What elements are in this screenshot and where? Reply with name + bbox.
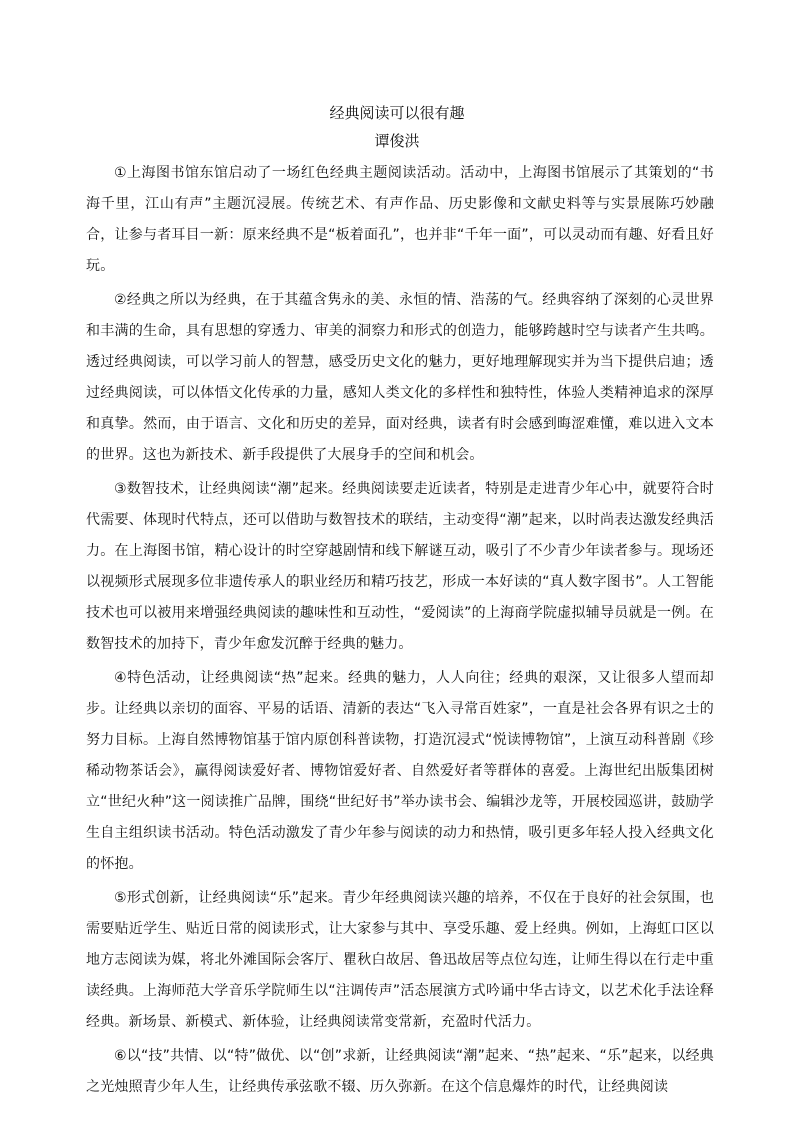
article-author: 谭俊洪 — [374, 132, 420, 150]
paragraph-4: ④特色活动，让经典阅读“热”起来。经典的魅力，人人向往；经典的艰深，又让很多人望而却步。让经典以亲切的面容、平易的话语、清新的表达“飞入寻常百姓家”，一直是社会各界有识之士的努力目标。上海自然博物馆基于馆内原创科普读物，打造沉浸式“悦读博物馆”，上演互动科普剧《珍稀动物茶话会》，赢得阅读爱好者、博物馆爱好者、自然爱好者等群体的喜爱。上海世纪出版集团树立“世纪火种”这一阅读推广品牌，围绕“世纪好书”举办读书会、编辑沙龙等，开展校园巡讲，鼓励学生自主组织读书活动。特色活动激发了青少年参与阅读的动力和热情，吸引更多年轻人投入经典文化的怀抱。 — [86, 670, 714, 872]
paragraph-6: ⑥以“技”共情、以“特”做优、以“创”求新，让经典阅读“潮”起来、“热”起来、“乐”起来，以经典之光烛照青少年人生，让经典传承弦歌不辍、历久弥新。在这个信息爆炸的时代，让经典阅读 — [86, 1048, 714, 1095]
paragraph-2: ②经典之所以为经典，在于其蕴含隽永的美、永恒的情、浩荡的气。经典容纳了深刻的心灵世界和丰满的生命，具有思想的穿透力、审美的洞察力和形式的创造力，能够跨越时空与读者产生共鸣。透过经典阅读，可以学习前人的智慧，感受历史文化的魅力，更好地理解现实并为当下提供启迪；透过经典阅读，可以体悟文化传承的力量，感知人类文化的多样性和独特性，体验人类精神追求的深厚和真挚。然而，由于语言、文化和历史的差异，面对经典，读者有时会感到晦涩难懂，难以进入文本的世界。这也为新技术、新手段提供了大展身手的空间和机会。 — [86, 292, 714, 463]
paragraph-1: ①上海图书馆东馆启动了一场红色经典主题阅读活动。活动中，上海图书馆展示了其策划的“书海千里，江山有声”主题沉浸展。传统艺术、有声作品、历史影像和文献史料等与实景展陈巧妙融合，让参与者耳目一新：原来经典不是“板着面孔”，也并非“千年一面”，可以灵动而有趣、好看且好玩。 — [86, 165, 714, 274]
paragraph-3: ③数智技术，让经典阅读“潮”起来。经典阅读要走近读者，特别是走进青少年心中，就要符合时代需要、体现时代特点，还可以借助与数智技术的联结，主动变得“潮”起来，以时尚表达激发经典活力。在上海图书馆，精心设计的时空穿越剧情和线下解谜互动，吸引了不少青少年读者参与。现场还以视频形式展现多位非遗传承人的职业经历和精巧技艺，形成一本好读的“真人数字图书”。人工智能技术也可以被用来增强经典阅读的趣味性和互动性，“爱阅读”的上海商学院虚拟辅导员就是一例。在数智技术的加持下，青少年愈发沉醉于经典的魅力。 — [86, 481, 714, 652]
article-title: 经典阅读可以很有趣 — [329, 104, 465, 122]
paragraph-5: ⑤形式创新，让经典阅读“乐”起来。青少年经典阅读兴趣的培养，不仅在于良好的社会氛围，也需要贴近学生、贴近日常的阅读形式，让大家参与其中、享受乐趣、爱上经典。例如，上海虹口区以地方志阅读为媒，将北外滩国际会客厅、瞿秋白故居、鲁迅故居等点位勾连，让师生得以在行走中重读经典。上海师范大学音乐学院师生以“注调传声”活态展演方式吟诵中华古诗文，以艺术化手法诠释经典。新场景、新模式、新体验，让经典阅读常变常新，充盈时代活力。 — [86, 890, 714, 1030]
article-body — [86, 158, 714, 1103]
